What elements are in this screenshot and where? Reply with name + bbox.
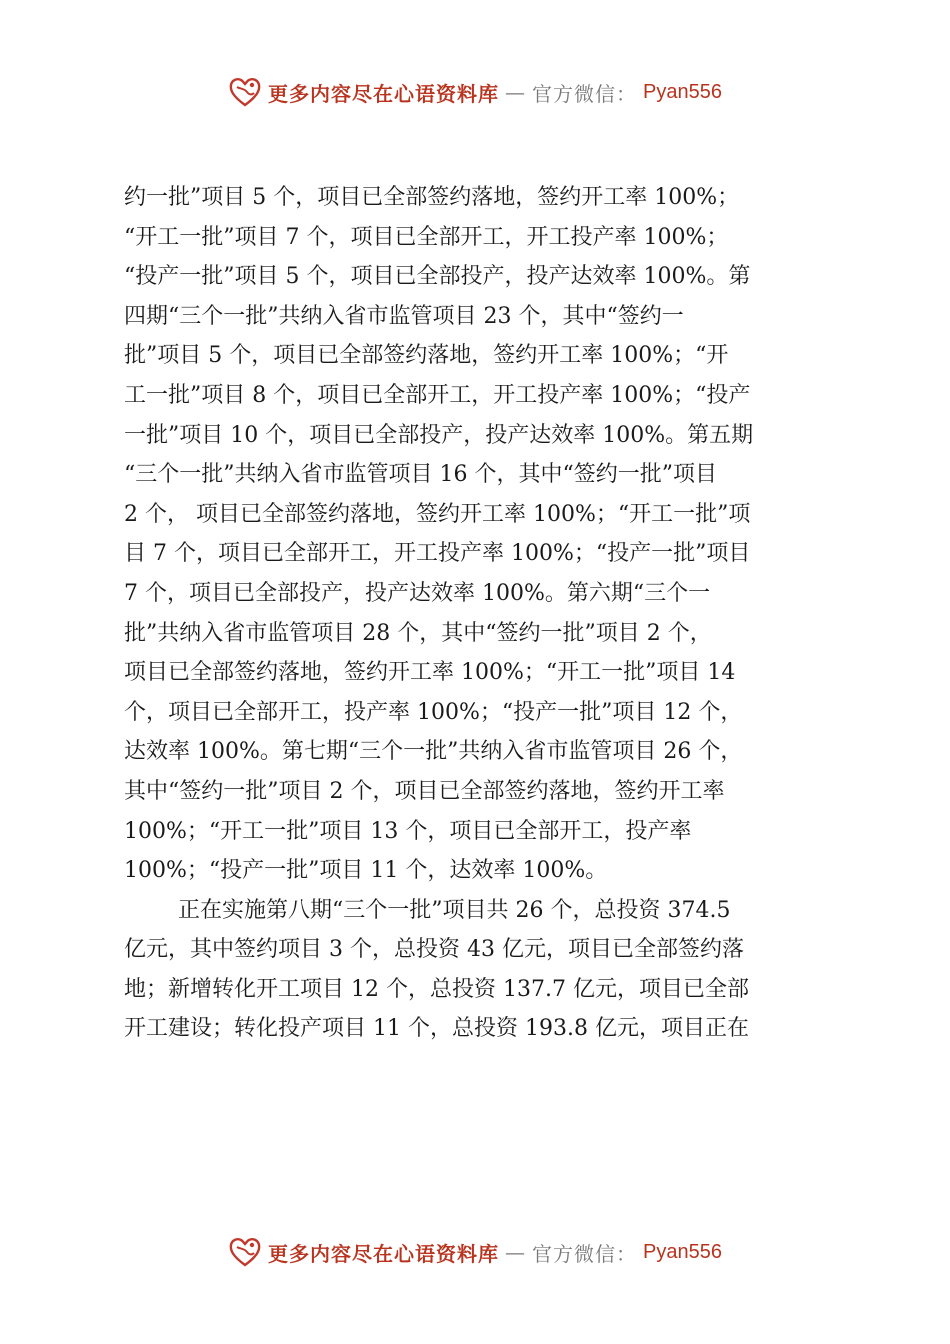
watermark-brand-text: 更多内容尽在心语资料库 [268, 1241, 500, 1266]
header-watermark [0, 72, 950, 112]
text-line: 地；新增转化开工项目 12 个，总投资 137.7 亿元，项目已全部 [124, 976, 749, 1002]
document-body [124, 178, 840, 1049]
text-line: 批”项目 5 个，项目已全部签约落地，签约开工率 100%；“开 [124, 343, 729, 369]
text-line: 工一批”项目 8 个，项目已全部开工，开工投产率 100%；“投产 [124, 382, 751, 408]
text-line: 目 7 个，项目已全部开工，开工投产率 100%；“投产一批”项目 [124, 541, 751, 567]
text-line: “开工一批”项目 7 个，项目已全部开工，开工投产率 100%； [124, 224, 729, 250]
watermark-wechat-id: Pyan556 [643, 80, 722, 103]
text-line: 开工建设；转化投产项目 11 个，总投资 193.8 亿元，项目正在 [124, 1016, 749, 1042]
text-line: 达效率 100%。第七期“三个一批”共纳入省市监管项目 26 个， [124, 739, 743, 765]
text-line: “三个一批”共纳入省市监管项目 16 个，其中“签约一批”项目 [124, 462, 717, 488]
heart-logo-icon [228, 75, 262, 109]
text-line: 100%；“开工一批”项目 13 个，项目已全部开工，投产率 [124, 818, 692, 844]
watermark-dash: — [505, 1240, 527, 1264]
text-line: 个，项目已全部开工，投产率 100%；“投产一批”项目 12 个， [124, 699, 743, 725]
paragraph-first-line: 正在实施第八期“三个一批”项目共 26 个，总投资 374.5 [178, 897, 731, 923]
watermark-official-label: 官方微信： [532, 81, 638, 106]
text-line: 2 个， 项目已全部签约落地，签约开工率 100%；“开工一批”项 [124, 501, 751, 527]
text-line: 亿元，其中签约项目 3 个，总投资 43 亿元，项目已全部签约落 [124, 937, 744, 963]
heart-logo-icon [228, 1235, 262, 1269]
text-line: “投产一批”项目 5 个，项目已全部投产，投产达效率 100%。第 [124, 264, 751, 290]
watermark-wechat-id: Pyan556 [643, 1240, 722, 1263]
watermark-dash: — [505, 80, 527, 104]
watermark-brand-text: 更多内容尽在心语资料库 [268, 81, 500, 106]
text-line: 一批”项目 10 个，项目已全部投产，投产达效率 100%。第五期 [124, 422, 754, 448]
text-line: 7 个，项目已全部投产，投产达效率 100%。第六期“三个一 [124, 580, 711, 606]
footer-watermark [0, 1232, 950, 1272]
text-line: 约一批”项目 5 个，项目已全部签约落地，签约开工率 100%； [124, 185, 740, 210]
text-line: 四期“三个一批”共纳入省市监管项目 23 个，其中“签约一 [124, 303, 684, 329]
watermark-official-label: 官方微信： [532, 1241, 638, 1266]
text-line: 100%；“投产一批”项目 11 个，达效率 100%。 [124, 858, 608, 884]
text-line: 批”共纳入省市监管项目 28 个，其中“签约一批”项目 2 个， [124, 620, 712, 646]
text-line: 其中“签约一批”项目 2 个，项目已全部签约落地，签约开工率 [124, 778, 725, 804]
text-line: 项目已全部签约落地，签约开工率 100%；“开工一批”项目 14 [124, 660, 736, 686]
